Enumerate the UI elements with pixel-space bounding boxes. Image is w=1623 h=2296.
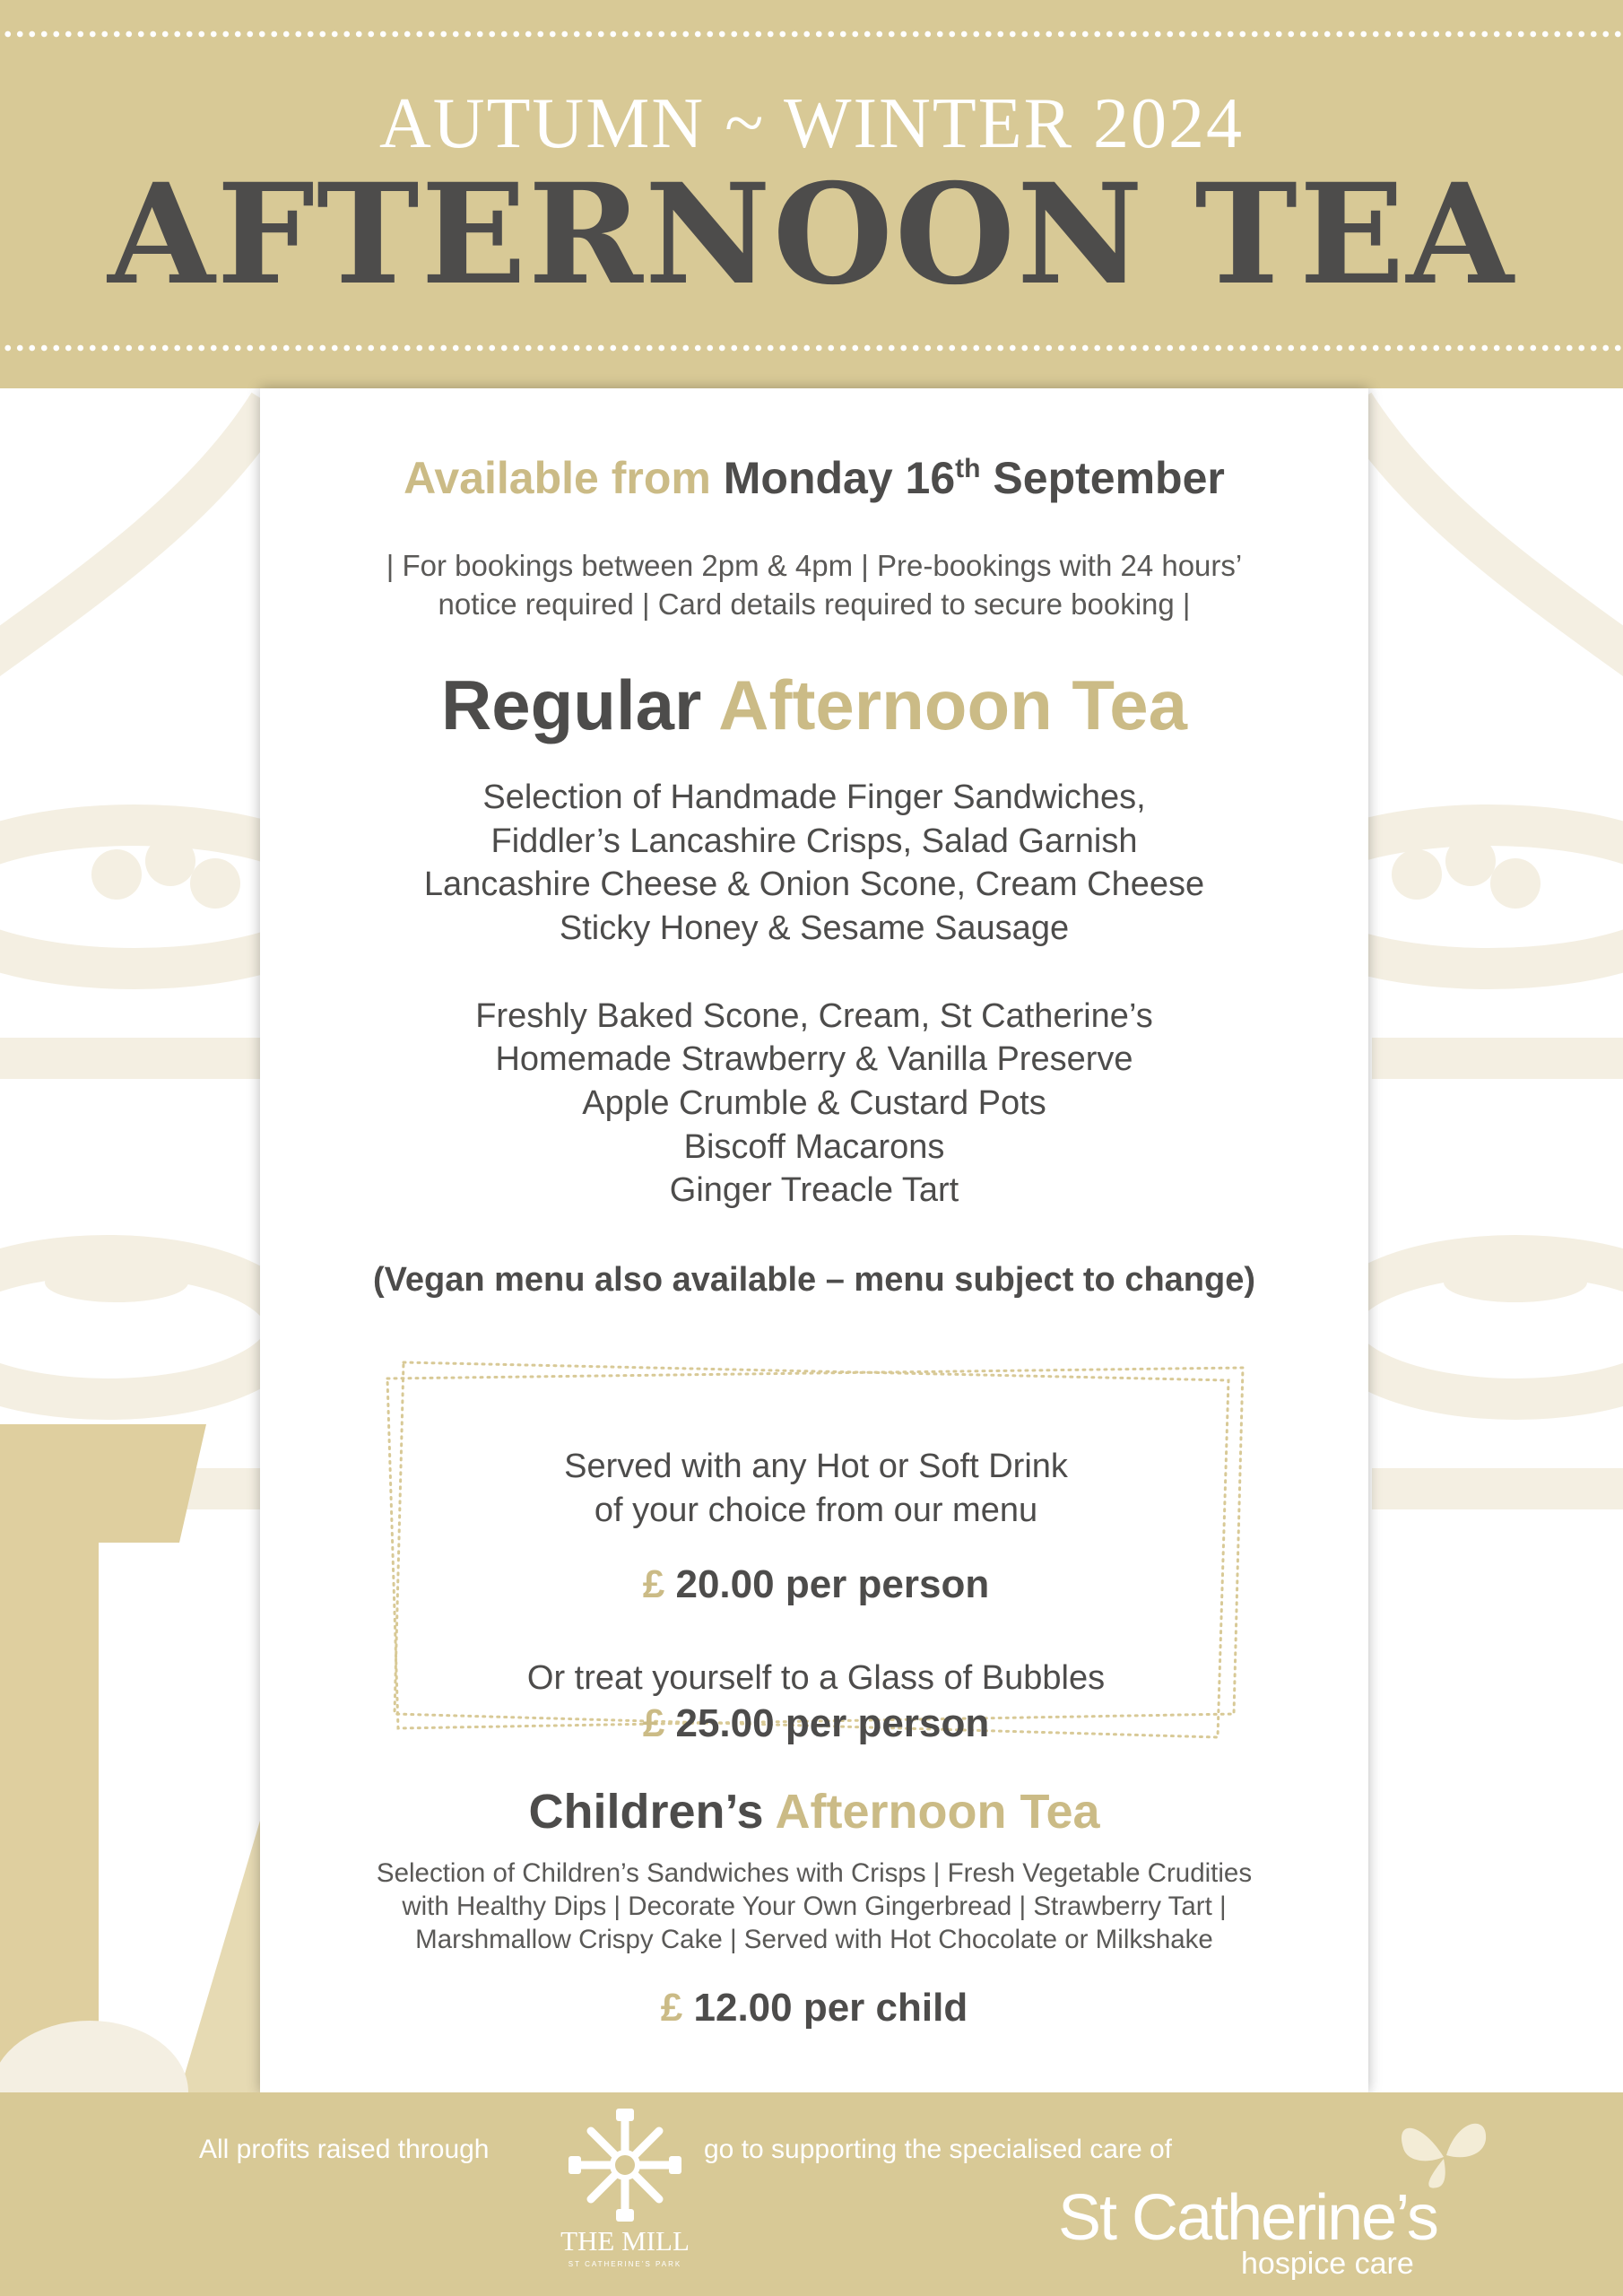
menu-item: Fiddler’s Lancashire Crisps, Salad Garnish <box>490 822 1138 860</box>
booking-notice-line: | For bookings between 2pm & 4pm | Pre-bookings with 24 hours’ <box>386 549 1243 582</box>
children-menu-line: Marshmallow Crispy Cake | Served with Hot Chocolate or Milkshake <box>415 1925 1213 1954</box>
currency-symbol: £ <box>660 1986 683 2030</box>
menu-item: Ginger Treacle Tart <box>669 1171 959 1210</box>
menu-panel <box>260 388 1368 2092</box>
availability-prefix: Available from <box>404 453 711 503</box>
vegan-note: (Vegan menu also available – menu subject to change) <box>372 1261 1256 1299</box>
currency-symbol: £ <box>642 1562 665 1606</box>
children-heading-part1: Children’s <box>528 1785 764 1839</box>
currency-symbol: £ <box>642 1701 665 1745</box>
dotted-border-bottom <box>0 344 1623 352</box>
bubbles-price <box>386 1700 1246 1747</box>
children-menu-description <box>260 1857 1368 1956</box>
menu-item: Sticky Honey & Sesame Sausage <box>559 909 1070 948</box>
regular-price <box>386 1561 1246 1608</box>
season-subtitle: AUTUMN ~ WINTER 2024 <box>379 84 1244 163</box>
children-heading-part2: Afternoon Tea <box>775 1785 1100 1839</box>
drink-description <box>386 1445 1246 1533</box>
menu-item: Homemade Strawberry & Vanilla Preserve <box>495 1040 1133 1079</box>
hospice-logo-subtitle: hospice care <box>1241 2247 1414 2281</box>
drink-line: of your choice from our menu <box>594 1492 1038 1529</box>
availability-ordinal: th <box>955 454 981 483</box>
availability-line <box>260 451 1368 505</box>
regular-heading <box>260 665 1368 745</box>
drink-line: Served with any Hot or Soft Drink <box>564 1448 1068 1485</box>
menu-item: Selection of Handmade Finger Sandwiches, <box>482 778 1146 816</box>
mill-logo-icon <box>565 2105 685 2225</box>
children-menu-line: Selection of Children’s Sandwiches with Crisps | Fresh Vegetable Crudities <box>376 1858 1253 1888</box>
price-value: 25.00 per person <box>675 1701 990 1745</box>
regular-heading-part2: Afternoon Tea <box>718 665 1188 744</box>
footer-left-text: All profits raised through <box>199 2135 490 2164</box>
children-menu-line: with Healthy Dips | Decorate Your Own Gingerbread | Strawberry Tart | <box>402 1892 1227 1921</box>
price-value: 12.00 per child <box>693 1986 968 2030</box>
bubbles-description: Or treat yourself to a Glass of Bubbles <box>526 1659 1106 1697</box>
price-value: 20.00 per person <box>675 1562 990 1606</box>
menu-item: Apple Crumble & Custard Pots <box>582 1083 1046 1122</box>
children-price <box>260 1985 1368 2031</box>
header-banner <box>0 0 1623 388</box>
menu-item: Biscoff Macarons <box>683 1127 945 1166</box>
dotted-border-top <box>0 30 1623 38</box>
booking-notice <box>260 546 1368 623</box>
regular-menu-list <box>260 776 1368 1213</box>
menu-item: Freshly Baked Scone, Cream, St Catherine’s <box>475 996 1153 1035</box>
menu-item: Lancashire Cheese & Onion Scone, Cream Cheese <box>423 865 1205 904</box>
hospice-logo-name: St Catherine’s <box>1058 2182 1437 2254</box>
page-title: AFTERNOON TEA <box>108 153 1515 316</box>
availability-day: Monday 16 <box>723 453 956 503</box>
children-heading <box>260 1783 1368 1840</box>
booking-notice-line: notice required | Card details required to secure booking | <box>438 587 1191 621</box>
menu-spacer <box>260 951 1368 995</box>
mill-logo-name: THE MILL <box>560 2225 690 2257</box>
footer-banner <box>0 2092 1623 2296</box>
regular-heading-part1: Regular <box>440 665 702 744</box>
footer-right-text: go to supporting the specialised care of <box>704 2135 1172 2164</box>
mill-logo-subtitle: ST CATHERINE’S PARK <box>568 2260 682 2268</box>
availability-month: September <box>993 453 1225 503</box>
price-box <box>386 1346 1246 1743</box>
